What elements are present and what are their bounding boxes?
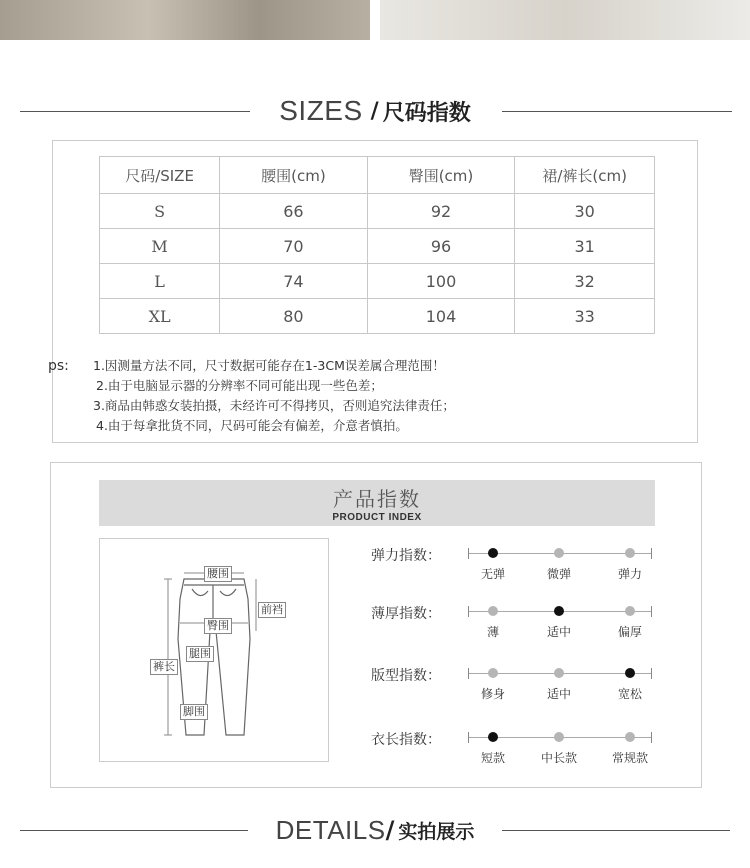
scale-dot: [625, 732, 635, 742]
table-row: [100, 194, 655, 229]
scale-option: 常规款: [611, 751, 648, 765]
scale-tick: [651, 732, 652, 743]
pants-diagram: [99, 538, 329, 762]
hip-cell: 92: [367, 194, 515, 229]
note-line: 3.商品由韩惑女装拍摄，未经许可不得拷贝，否则追究法律责任；: [93, 398, 455, 413]
size-cell: S: [100, 194, 220, 229]
length-cell: 30: [515, 194, 655, 229]
scale-tick: [468, 548, 469, 559]
size-table: [99, 156, 655, 334]
size-table-header: [100, 157, 655, 194]
scale-dot: [625, 668, 635, 678]
heading-rule-left: [20, 830, 248, 831]
scale-dot: [488, 548, 498, 558]
size-cell: L: [100, 264, 220, 299]
label-waist: 腰围: [204, 566, 232, 582]
scale-option: 无弹: [480, 567, 505, 581]
sizes-heading: [0, 93, 750, 129]
note-line: 1.因测量方法不同，尺寸数据可能存在1-3CM误差属合理范围！: [93, 358, 445, 373]
heading-rule-right: [502, 111, 732, 112]
scale-label: 衣长指数：: [371, 732, 441, 748]
details-heading-sep: /: [385, 816, 395, 844]
details-heading-en: DETAILS: [275, 814, 386, 845]
scale-option: 适中: [546, 687, 571, 701]
details-heading-zh: 实拍展示: [398, 820, 475, 843]
heading-rule-right: [502, 830, 730, 831]
label-length: 裤长: [150, 659, 178, 675]
scale-option: 短款: [480, 751, 505, 765]
note-line: 2.由于电脑显示器的分辨率不同可能出现一些色差；: [96, 378, 383, 393]
scale-option: 偏厚: [617, 625, 642, 639]
details-heading: [0, 812, 750, 848]
product-index-subtitle: PRODUCT INDEX: [332, 512, 422, 523]
scale-dot: [625, 606, 635, 616]
scale-dot: [625, 548, 635, 558]
scale-dot: [554, 606, 564, 616]
length-cell: 32: [515, 264, 655, 299]
scale-option: 微弹: [546, 567, 571, 581]
scale-option: 修身: [480, 687, 505, 701]
size-cell: XL: [100, 299, 220, 334]
sizes-heading-zh: 尺码指数: [382, 100, 471, 126]
length-cell: 33: [515, 299, 655, 334]
scale-label: 版型指数：: [371, 668, 441, 684]
notes-prefix: ps:: [48, 358, 69, 374]
product-index-title: 产品指数: [333, 487, 421, 511]
scale-dot: [488, 668, 498, 678]
size-cell: M: [100, 229, 220, 264]
scale-option: 中长款: [540, 751, 577, 765]
product-index-panel: [50, 462, 702, 788]
scale-fit: [371, 665, 661, 705]
header-size: 尺码/SIZE: [100, 157, 220, 194]
scale-option: 弹力: [617, 567, 642, 581]
label-hem: 脚围: [180, 704, 208, 720]
note-line: 4.由于每拿批货不同，尺码可能会有偏差，介意者慎拍。: [96, 418, 408, 433]
scale-tick: [468, 606, 469, 617]
scale-tick: [468, 732, 469, 743]
sizes-heading-en: SIZES: [279, 95, 363, 126]
scale-tick: [468, 668, 469, 679]
waist-cell: 74: [220, 264, 368, 299]
scale-option: 宽松: [617, 687, 642, 701]
scale-dot: [554, 668, 564, 678]
scale-label: 薄厚指数：: [371, 606, 441, 622]
scale-dot: [554, 732, 564, 742]
hip-cell: 100: [367, 264, 515, 299]
hip-cell: 104: [367, 299, 515, 334]
scale-label: 弹力指数：: [371, 548, 441, 564]
waist-cell: 80: [220, 299, 368, 334]
label-thigh: 腿围: [186, 646, 214, 662]
waist-cell: 70: [220, 229, 368, 264]
scale-dot: [488, 732, 498, 742]
table-row: [100, 264, 655, 299]
product-index-banner: [99, 480, 655, 526]
hip-cell: 96: [367, 229, 515, 264]
product-photo-left: [0, 0, 370, 40]
product-photo-right: [380, 0, 750, 40]
scale-thickness: [371, 603, 661, 643]
scale-tick: [651, 606, 652, 617]
header-hip: 臀围(cm): [367, 157, 515, 194]
scale-dot: [488, 606, 498, 616]
header-waist: 腰围(cm): [220, 157, 368, 194]
scale-elasticity: [371, 545, 661, 585]
scale-tick: [651, 668, 652, 679]
label-front-rise: 前裆: [258, 602, 286, 618]
sizes-heading-sep: /: [370, 98, 379, 124]
scale-option: 薄: [486, 625, 499, 639]
scale-dot: [554, 548, 564, 558]
length-cell: 31: [515, 229, 655, 264]
table-row: [100, 299, 655, 334]
table-row: [100, 229, 655, 264]
scale-length: [371, 729, 661, 769]
header-length: 裙/裤长(cm): [515, 157, 655, 194]
scale-option: 适中: [546, 625, 571, 639]
scale-tick: [651, 548, 652, 559]
waist-cell: 66: [220, 194, 368, 229]
label-hip: 臀围: [204, 618, 232, 634]
size-notes: [48, 356, 455, 436]
heading-rule-left: [20, 111, 250, 112]
